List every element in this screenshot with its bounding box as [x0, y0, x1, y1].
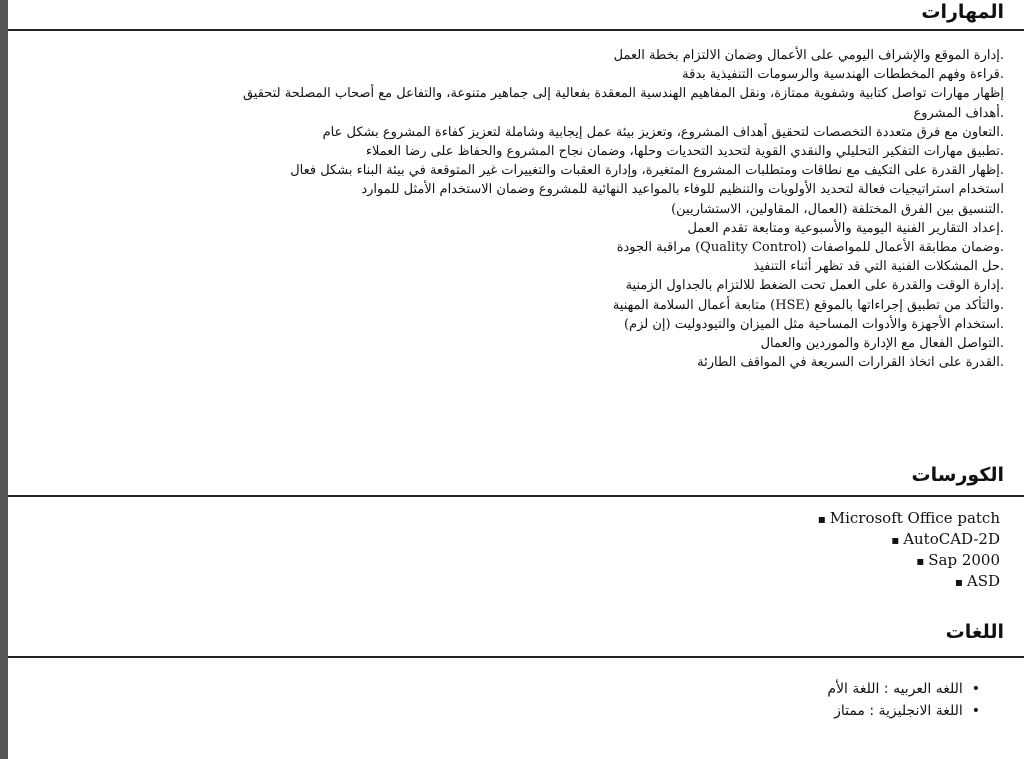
page-left-edge: [0, 0, 8, 759]
skill-item: .حل المشكلات الفنية التي قد تظهر أثناء التنفيذ: [753, 259, 1004, 275]
skill-item: .التعاون مع فرق متعددة التخصصات لتحقيق أهداف المشروع، وتعزيز بيئة عمل إيجابية وشاملة لتعزيز كفاءة المشروع بشكل عام: [322, 124, 1004, 140]
skill-item: .إدارة الوقت والقدرة على العمل تحت الضغط للالتزام بالجداول الزمنية: [625, 278, 1004, 294]
skill-item: .إعداد التقارير الفنية اليومية والأسبوعية ومتابعة تقدم العمل: [687, 220, 1004, 236]
skill-item: .أهداف المشروع: [913, 105, 1004, 121]
courses-list: [818, 508, 1000, 592]
skill-item: .وضمان مطابقة الأعمال للمواصفات (Quality Control) مراقبة الجودة: [616, 240, 1004, 256]
course-item: ▪ AutoCAD-2D: [818, 529, 1000, 550]
skill-item: .قراءة وفهم المخططات الهندسية والرسومات التنفيذية بدقة: [682, 67, 1004, 83]
languages-heading: اللغات: [945, 621, 1004, 643]
skill-item: استخدام استراتيجيات فعالة لتحديد الأولويات والتنظيم للوفاء بالمواعيد النهائية للمشروع وضمان الاستخدام الأمثل للموارد: [361, 182, 1004, 198]
language-item: • اللغه العربيه : اللغة الأم: [827, 678, 980, 700]
language-item: • اللغة الانجليزية : ممتاز: [827, 700, 980, 722]
course-item: ▪ ASD: [818, 571, 1000, 592]
resume-page: [8, 0, 1024, 759]
skill-item: .التنسيق بين الفرق المختلفة (العمال، المقاولين، الاستشاريين): [671, 201, 1004, 217]
skill-item: .القدرة على اتخاذ القرارات السريعة في المواقف الطارئة: [697, 355, 1004, 371]
courses-divider: [8, 495, 1024, 497]
course-item: ▪ Sap 2000: [818, 550, 1000, 571]
skills-list: [14, 46, 1004, 372]
skill-item: .استخدام الأجهزة والأدوات المساحية مثل الميزان والتيودوليت (إن لزم): [623, 316, 1004, 332]
course-item: ▪ Microsoft Office patch: [818, 508, 1000, 529]
skill-item: .والتأكد من تطبيق إجراءاتها بالموقع (HSE) متابعة أعمال السلامة المهنية: [612, 297, 1004, 313]
skill-item: .إدارة الموقع والإشراف اليومي على الأعمال وضمان الالتزام بخطة العمل: [613, 48, 1004, 63]
skills-heading: المهارات: [921, 1, 1004, 23]
skills-divider: [8, 29, 1024, 31]
courses-heading: الكورسات: [911, 464, 1004, 486]
skill-item: إظهار مهارات تواصل كتابية وشفوية ممتازة، ونقل المفاهيم الهندسية المعقدة بفعالية إلى جماهير متنوعة، والتفاعل مع أصحاب المصلحة لتحقيق: [242, 86, 1004, 102]
skill-item: .إظهار القدرة على التكيف مع نطاقات ومتطلبات المشروع المتغيرة، وإدارة العقبات والتغييرات غير المتوقعة في بيئة البناء بشكل فعال: [290, 163, 1004, 179]
languages-divider: [8, 656, 1024, 658]
skill-item: .تطبيق مهارات التفكير التحليلي والنقدي القوية لتحديد التحديات وحلها، وضمان نجاح المشروع والحفاظ على رضا العملاء: [365, 144, 1004, 160]
languages-list: [827, 678, 980, 722]
skill-item: .التواصل الفعال مع الإدارة والموردين والعمال: [760, 336, 1004, 352]
